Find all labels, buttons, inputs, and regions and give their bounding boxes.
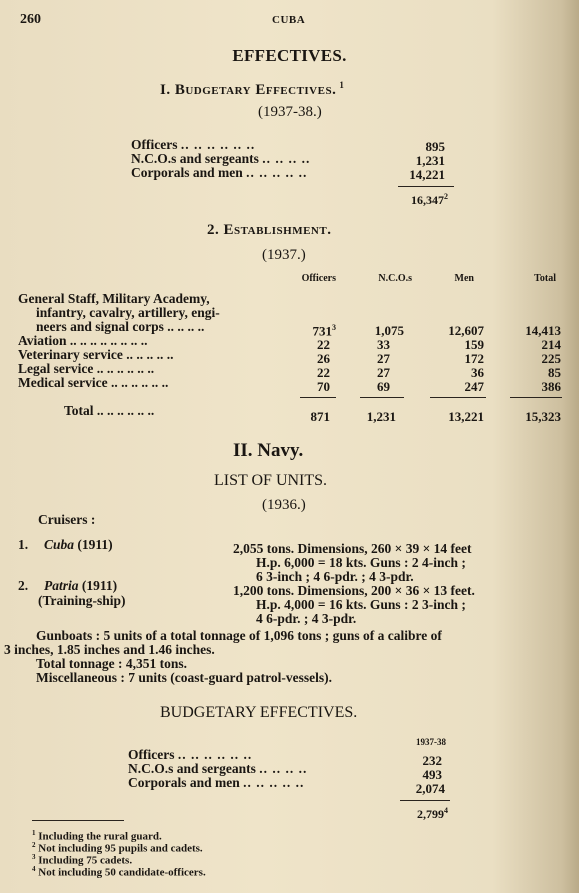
s2-row-label: neers and signal corps .. .. .. .. — [36, 319, 205, 334]
nb-row-label: Corporals and men .. .. .. .. .. — [128, 775, 305, 790]
navy-year: (1936.) — [262, 497, 306, 513]
s2-cell: 214 — [541, 337, 561, 352]
navy-budget-heading: BUDGETARY EFFECTIVES. — [160, 704, 358, 721]
footnote-ref: 1 — [339, 80, 345, 90]
s2-cell: 225 — [541, 351, 561, 366]
running-head: CUBA — [272, 14, 306, 26]
s2-cell: 70 — [317, 379, 330, 394]
s1-row-label: N.C.O.s and sergeants .. .. .. .. — [131, 151, 311, 166]
sum-rule — [398, 186, 454, 187]
footnote-rule — [32, 820, 124, 821]
sum-rule — [510, 397, 562, 398]
sum-rule — [430, 397, 486, 398]
s2-cell: 27 — [377, 351, 390, 366]
s2-cell: 27 — [377, 365, 390, 380]
section1-year: (1937-38.) — [258, 104, 322, 120]
nb-row-label: N.C.O.s and sergeants .. .. .. .. — [128, 761, 308, 776]
total-tonnage: Total tonnage : 4,351 tons. — [36, 656, 188, 671]
s2-row-label: Legal service .. .. .. .. .. .. — [18, 361, 155, 376]
s2-cell: 85 — [548, 365, 561, 380]
nb-total: 2,799$^4$ — [417, 806, 448, 821]
gunboats-line: 3 inches, 1.85 inches and 1.46 inches. — [4, 642, 215, 657]
ship-spec-line: 1,200 tons. Dimensions, 200 × 36 × 13 feet. — [233, 583, 475, 598]
s2-cell: 14,413 — [525, 323, 561, 338]
s1-row-label: Officers .. .. .. .. .. .. — [131, 137, 256, 152]
cruisers-label: Cruisers : — [38, 512, 96, 527]
footnote: $^3$ Including 75 cadets. — [32, 853, 133, 867]
miscellaneous: Miscellaneous : 7 units (coast-guard patrol-vessels). — [36, 670, 332, 685]
s1-row-value: 1,231 — [415, 153, 445, 168]
s1-total: 16,347$^2$ — [411, 192, 448, 207]
s1-row-value: 895 — [425, 139, 445, 154]
s2-total-cell: 871 — [310, 409, 330, 424]
s2-row-label: Medical service .. .. .. .. .. .. — [18, 375, 169, 390]
s2-cell: 22 — [317, 365, 330, 380]
section1-heading: I. Budgetary Effectives. $^1$ — [160, 80, 345, 98]
page-title: EFFECTIVES. — [232, 46, 347, 65]
s2-cell: 12,607 — [448, 323, 484, 338]
s2-cell: 26 — [317, 351, 330, 366]
ship-spec-line: 6 3-inch ; 4 6-pdr. ; 4 3-pdr. — [256, 569, 414, 584]
ship-note: (Training-ship) — [38, 593, 126, 608]
list-of-units-title: LIST OF UNITS. — [214, 472, 328, 489]
footnote: $^1$ Including the rural guard. — [32, 829, 162, 843]
s2-cell: $731^3$ — [312, 323, 336, 339]
sum-rule — [400, 800, 450, 801]
ship-name: Cuba (1911) — [44, 537, 113, 552]
footnote: $^4$ Not including 50 candidate-officers. — [32, 865, 206, 879]
sum-rule — [300, 397, 336, 398]
s2-cell: 36 — [471, 365, 484, 380]
ship-spec-line: H.p. 4,000 = 16 kts. Guns : 2 3-inch ; — [256, 597, 466, 612]
ship-name: Patria (1911) — [44, 578, 118, 593]
s2-cell: 69 — [377, 379, 390, 394]
ship-spec-line: 2,055 tons. Dimensions, 260 × 39 × 14 feet — [233, 541, 472, 556]
s2-cell: 386 — [541, 379, 561, 394]
col-total: Total — [534, 273, 556, 284]
footnote: $^2$ Not including 95 pupils and cadets. — [32, 841, 203, 855]
ship-number: 2. — [18, 578, 29, 593]
nb-row-label: Officers .. .. .. .. .. .. — [128, 747, 253, 762]
navy-title: II. Navy. — [233, 440, 304, 461]
s1-row-label: Corporals and men .. .. .. .. .. — [131, 165, 308, 180]
s2-total-cell: 13,221 — [448, 409, 484, 424]
s2-cell: 1,075 — [374, 323, 404, 338]
s2-total-cell: 1,231 — [366, 409, 396, 424]
ship-spec-line: H.p. 6,000 = 18 kts. Guns : 2 4-inch ; — [256, 555, 466, 570]
ship-number: 1. — [18, 537, 29, 552]
s2-row-label: infantry, cavalry, artillery, engi- — [36, 305, 220, 320]
col-ncos: N.C.O.s — [378, 273, 412, 284]
nb-row-value: 493 — [422, 767, 442, 782]
s2-row-label: General Staff, Military Academy, — [18, 291, 210, 306]
section2-heading: 2. Establishment. — [207, 222, 332, 238]
s1-row-value: 14,221 — [409, 167, 445, 182]
s2-cell: 247 — [464, 379, 484, 394]
col-officers: Officers — [301, 273, 336, 284]
nb-row-value: 2,074 — [415, 781, 445, 796]
section2-year: (1937.) — [262, 247, 306, 263]
gunboats-line: Gunboats : 5 units of a total tonnage of 1,096 tons ; guns of a calibre of — [36, 628, 442, 643]
page-number: 260 — [20, 12, 41, 27]
s2-cell: 172 — [464, 351, 484, 366]
nb-row-value: 232 — [422, 753, 442, 768]
sum-rule — [360, 397, 404, 398]
col-men: Men — [454, 273, 474, 284]
ship-spec-line: 4 6-pdr. ; 4 3-pdr. — [256, 611, 357, 626]
s2-row-label: Aviation .. .. .. .. .. .. .. .. — [18, 333, 148, 348]
s2-cell: 33 — [377, 337, 390, 352]
col-year: 1937-38 — [416, 737, 446, 747]
s2-total-cell: 15,323 — [525, 409, 561, 424]
s2-row-label: Veterinary service .. .. .. .. .. — [18, 347, 174, 362]
s2-total-label: Total .. .. .. .. .. .. — [64, 403, 155, 418]
s2-cell: 22 — [317, 337, 330, 352]
s2-cell: 159 — [464, 337, 484, 352]
